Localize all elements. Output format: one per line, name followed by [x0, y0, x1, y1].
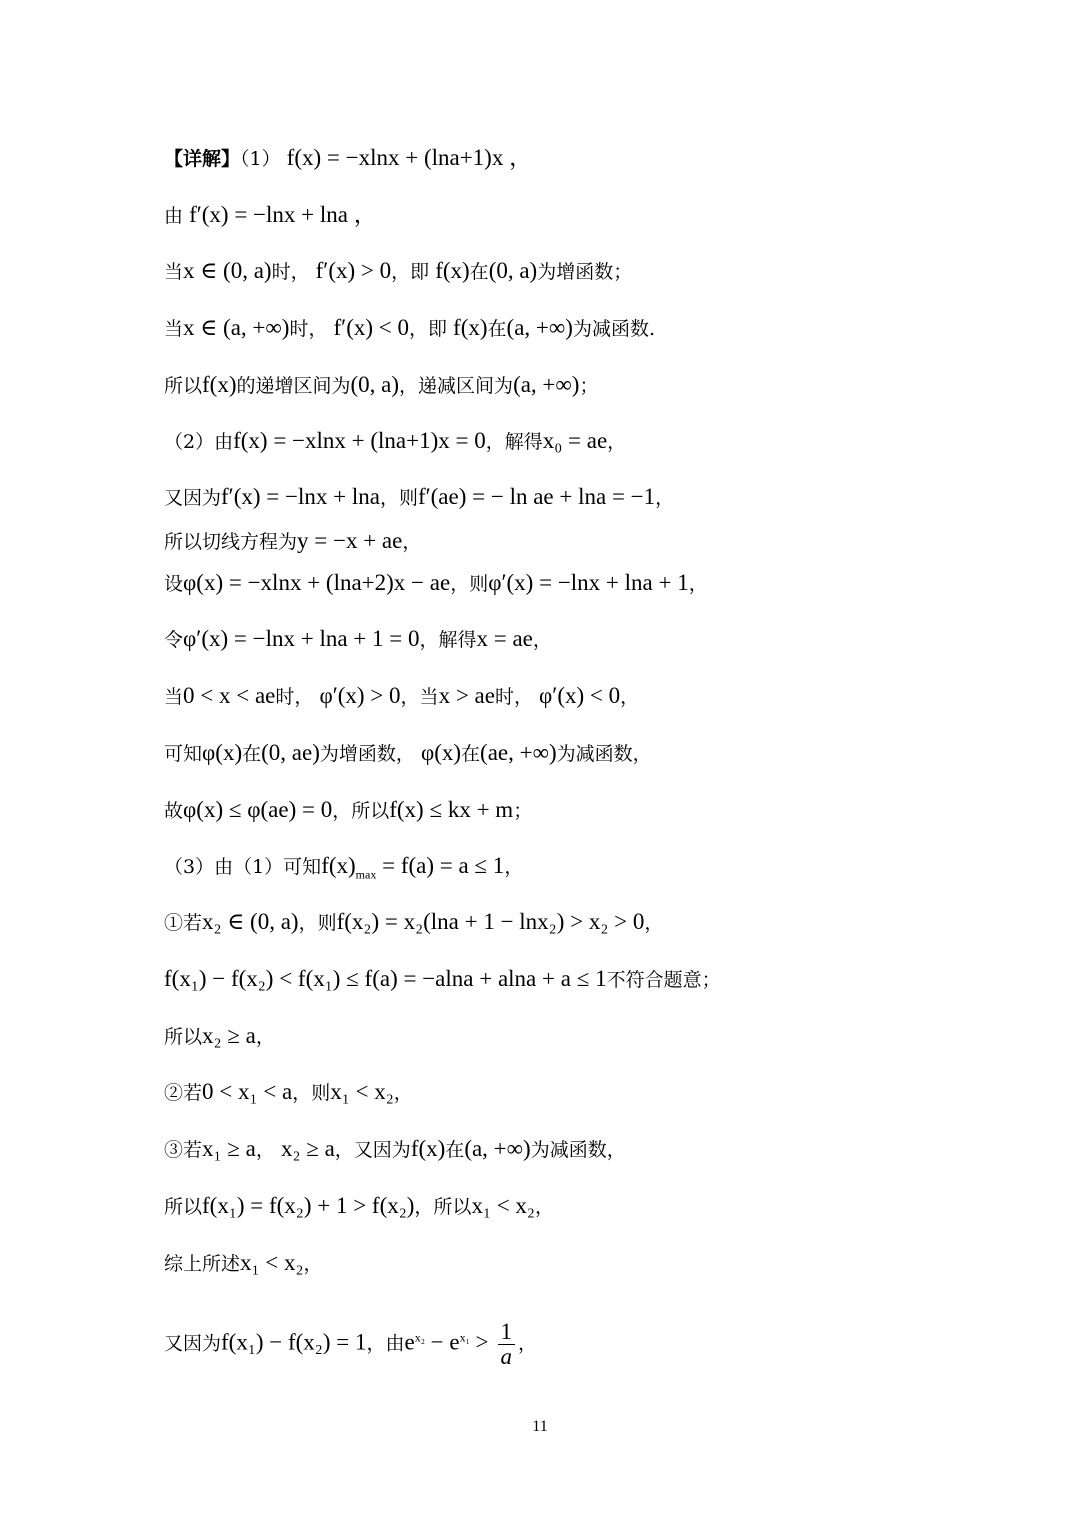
text: ，: [620, 686, 640, 708]
superscript: x₂: [414, 1330, 425, 1344]
text: （3）由（1）可知: [164, 856, 322, 878]
formula: f(x): [453, 315, 488, 340]
formula: f(x) = −xlnx + (lna+1)x ，: [286, 145, 533, 170]
formula: f′(x) < 0: [333, 315, 409, 340]
fraction-numerator: 1: [498, 1320, 516, 1345]
solution-line-4: [164, 313, 655, 344]
text: 为增函数；: [537, 261, 633, 283]
formula: (0, ae): [261, 740, 320, 765]
text: 的递增区间为: [236, 375, 351, 397]
formula: f(x) = −xlnx + (lna+1)x = 0: [233, 428, 486, 453]
text: 不符合题意；: [606, 969, 721, 991]
text: 综上所述: [164, 1253, 241, 1275]
formula: φ(x) = −xlnx + (lna+2)x − ae: [183, 570, 451, 595]
formula: 0 < x < ae: [183, 683, 276, 708]
text: ，则: [298, 912, 337, 934]
text: ，由: [366, 1332, 405, 1355]
solution-line-12: [164, 738, 652, 769]
formula: f′(ae) = − ln ae + lna = −1: [417, 484, 656, 509]
formula: x₀ = ae: [542, 428, 608, 453]
text: 由: [164, 205, 184, 227]
formula: φ(x) ≤ φ(ae) = 0: [183, 797, 333, 822]
text: ，: [688, 573, 708, 595]
text: 所以: [164, 1026, 203, 1048]
formula: x₂ ∈ (0, a): [202, 909, 299, 934]
text: 时，: [271, 261, 310, 283]
text: 当: [164, 318, 184, 340]
superscript: x₁: [459, 1330, 470, 1344]
fraction-denominator: a: [500, 1344, 513, 1370]
solution-line-17: [164, 1021, 275, 1052]
formula: φ(x): [420, 740, 462, 765]
text: ，: [303, 1253, 323, 1275]
text: ；: [513, 800, 533, 822]
formula: = f(a) = a ≤ 1: [376, 853, 505, 878]
text: 又因为: [164, 1332, 222, 1355]
text: ，: [504, 856, 524, 878]
text: 当: [164, 686, 184, 708]
solution-line-9: [164, 568, 708, 599]
text: 又因为: [164, 487, 222, 509]
text: ，则: [379, 487, 418, 509]
text: 时，: [494, 686, 533, 708]
formula: x₁ < x₂: [240, 1250, 304, 1275]
formula: e: [404, 1329, 415, 1355]
formula: x = ae: [476, 626, 533, 651]
solution-line-19: [164, 1134, 626, 1165]
solution-line-8: [164, 526, 421, 557]
formula: x₁ ≥ a: [202, 1136, 256, 1161]
text: ，即: [391, 261, 430, 283]
formula: x₁ < x₂: [471, 1193, 535, 1218]
text: 在: [487, 318, 507, 340]
text: 在: [242, 743, 262, 765]
text: 当: [164, 261, 184, 283]
formula: x ∈ (a, +∞): [183, 315, 290, 340]
text: ，: [534, 1196, 554, 1218]
formula: φ′(x) > 0: [319, 683, 401, 708]
text: 在: [461, 743, 481, 765]
text: ，: [655, 487, 675, 509]
solution-line-11: [164, 681, 639, 712]
formula: f(x): [202, 372, 237, 397]
subscript: max: [355, 867, 377, 882]
text: 令: [164, 629, 184, 651]
formula: (a, +∞): [506, 315, 573, 340]
text: 时，: [275, 686, 314, 708]
text: 在: [445, 1139, 465, 1161]
solution-line-13: [164, 795, 532, 826]
formula: f(x₂) = x₂(lna + 1 − lnx₂) > x₂ > 0: [336, 909, 645, 934]
solution-line-6: [164, 426, 626, 457]
text: ，又因为: [334, 1139, 411, 1161]
text: 所以切线方程为: [164, 531, 298, 553]
formula: (0, a): [488, 258, 538, 283]
text: ②若: [164, 1082, 203, 1104]
text: ，: [255, 1139, 275, 1161]
solution-line-18: [164, 1077, 413, 1108]
text: ，: [402, 531, 422, 553]
text: 为减函数.: [572, 318, 655, 340]
text: ，递减区间为: [399, 375, 514, 397]
solution-line-1: [164, 143, 532, 174]
formula: φ′(x) = −lnx + lna + 1 = 0: [183, 626, 420, 651]
formula: x ∈ (0, a): [183, 258, 272, 283]
formula: y = −x + ae: [297, 528, 403, 553]
text: 为减函数，: [556, 743, 652, 765]
solution-line-22: [164, 1312, 537, 1369]
formula: (a, +∞): [464, 1136, 531, 1161]
formula: x₂ ≥ a: [280, 1136, 335, 1161]
text: ，当: [400, 686, 439, 708]
text: （2）由: [164, 431, 234, 453]
text: ①若: [164, 912, 203, 934]
solution-line-10: [164, 624, 552, 655]
formula: f(x₁) − f(x₂) < f(x₁) ≤ f(a) = −alna + alna + a ≤ 1: [164, 966, 607, 991]
formula: f(x₁) = f(x₂) + 1 > f(x₂): [202, 1193, 415, 1218]
formula: f(x): [410, 1136, 446, 1161]
solution-line-15: [164, 907, 663, 938]
text: 可知: [164, 743, 203, 765]
formula: f(x): [321, 853, 356, 878]
formula: − e: [424, 1329, 460, 1355]
solution-line-16: [164, 964, 721, 995]
solution-line-5: [164, 370, 598, 401]
formula: φ′(x) < 0: [539, 683, 621, 708]
text: 设: [164, 573, 184, 595]
text: ，: [532, 629, 552, 651]
text: 为增函数，: [319, 743, 415, 765]
text: ，所以: [332, 800, 390, 822]
text: ，则: [450, 573, 489, 595]
detail-heading: 【详解】: [164, 148, 241, 170]
formula: f′(x) = −lnx + lna ，: [189, 202, 377, 227]
formula: φ(x): [202, 740, 243, 765]
text: ，: [518, 1332, 538, 1355]
formula: x₂ ≥ a: [202, 1023, 256, 1048]
formula: f(x): [435, 258, 470, 283]
formula: (ae, +∞): [480, 740, 557, 765]
formula: f(x) ≤ kx + m: [389, 797, 514, 822]
text: 故: [164, 800, 184, 822]
text: ，: [393, 1082, 413, 1104]
formula: φ′(x) = −lnx + lna + 1: [488, 570, 689, 595]
text: ，: [644, 912, 664, 934]
text: 所以: [164, 1196, 203, 1218]
text: ，: [255, 1026, 275, 1048]
text: ，即: [408, 318, 447, 340]
formula: >: [469, 1329, 489, 1355]
solution-line-3: [164, 256, 632, 287]
page-number: 11: [532, 1418, 548, 1435]
text: ，解得: [485, 431, 543, 453]
part-label: （1）: [240, 148, 281, 170]
formula: (0, a): [350, 372, 400, 397]
text: 为减函数，: [530, 1139, 626, 1161]
text: ③若: [164, 1139, 203, 1161]
solution-line-21: [164, 1248, 323, 1279]
text: ，则: [292, 1082, 331, 1104]
text: 时，: [289, 318, 328, 340]
solution-line-2: [164, 200, 377, 231]
text: 在: [469, 261, 489, 283]
text: ；: [579, 375, 599, 397]
formula: (a, +∞): [513, 372, 580, 397]
solution-line-7: [164, 482, 674, 513]
formula: x₁ < x₂: [330, 1079, 394, 1104]
formula: 0 < x₁ < a: [202, 1079, 293, 1104]
formula: x > ae: [438, 683, 495, 708]
text: 所以: [164, 375, 203, 397]
formula: f′(x) = −lnx + lna: [221, 484, 380, 509]
text: ，: [607, 431, 627, 453]
formula: f(x₁) − f(x₂) = 1: [221, 1329, 367, 1355]
fraction: [498, 1320, 516, 1369]
solution-line-20: [164, 1191, 554, 1222]
text: ，所以: [414, 1196, 472, 1218]
formula: f′(x) > 0: [315, 258, 392, 283]
text: ，解得: [419, 629, 477, 651]
solution-line-14: [164, 851, 523, 890]
